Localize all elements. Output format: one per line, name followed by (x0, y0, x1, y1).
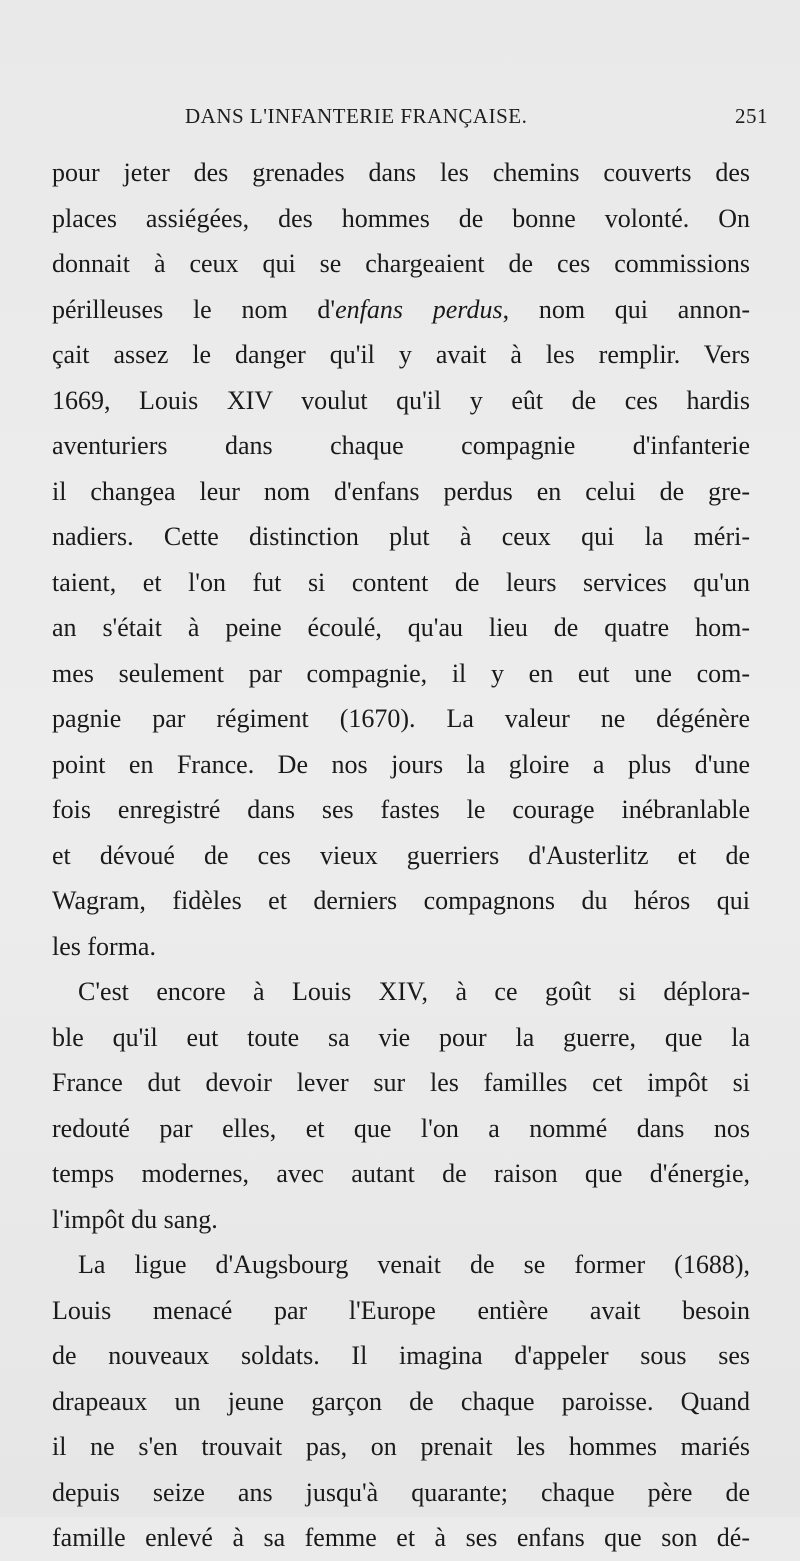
text-line: il changea leur nom d'enfans perdus en celui de gre- (52, 476, 750, 506)
text-line: La ligue d'Augsbourg venait de se former (1688), (78, 1250, 750, 1279)
text-line: 1669, Louis XIV voulut qu'il y eût de ces hardis (52, 385, 750, 415)
text-line: famille enlevé à sa femme et à ses enfans que son dé- (52, 1523, 750, 1552)
text-line: C'est encore à Louis XIV, à ce goût si déplora- (78, 977, 750, 1006)
running-title: DANS L'INFANTERIE FRANÇAISE. (185, 104, 528, 128)
text-line: de nouveaux soldats. Il imagina d'appeler sous ses (52, 1341, 750, 1370)
text-line: donnait à ceux qui se chargeaient de ces commissions (52, 249, 750, 278)
page-header (52, 104, 768, 134)
text-line: il ne s'en trouvait pas, on prenait les hommes mariés (52, 1432, 750, 1461)
text-line: mes seulement par compagnie, il y en eut une com- (52, 658, 750, 688)
text-line: et dévoué de ces vieux guerriers d'Austerlitz et de (52, 840, 750, 870)
text-line: taient, et l'on fut si content de leurs services qu'un (52, 567, 750, 597)
text-line: çait assez le danger qu'il y avait à les remplir. Vers (52, 340, 750, 369)
text-segment: , nom qui annon- (502, 294, 750, 324)
text-line: places assiégées, des hommes de bonne volonté. On (52, 203, 750, 233)
text-segment: périlleuses le nom d' (52, 294, 336, 324)
body-text (52, 150, 750, 1561)
text-line: pour jeter des grenades dans les chemins couverts des (52, 158, 750, 187)
text-line: redouté par elles, et que l'on a nommé dans nos (52, 1113, 750, 1143)
text-line: drapeaux un jeune garçon de chaque paroisse. Quand (52, 1386, 750, 1416)
text-line: ble qu'il eut toute sa vie pour la guerre, que la (52, 1022, 750, 1052)
text-line: an s'était à peine écoulé, qu'au lieu de quatre hom- (52, 613, 750, 642)
text-line: Wagram, fidèles et derniers compagnons du héros qui (52, 886, 750, 915)
text-line: Louis menacé par l'Europe entière avait besoin (52, 1295, 750, 1325)
text-line: temps modernes, avec autant de raison que d'énergie, (52, 1159, 750, 1188)
text-line: aventuriers dans chaque compagnie d'infanterie (52, 431, 750, 460)
text-line (52, 287, 750, 333)
text-line: point en France. De nos jours la gloire a plus d'une (52, 749, 750, 779)
page-number: 251 (735, 104, 768, 128)
text-line: France dut devoir lever sur les familles cet impôt si (52, 1068, 750, 1097)
text-line: les forma. (52, 931, 156, 961)
italic-phrase: enfans perdus (335, 294, 503, 324)
text-line: fois enregistré dans ses fastes le courage inébranlable (52, 795, 750, 824)
text-line: pagnie par régiment (1670). La valeur ne dégénère (52, 704, 750, 733)
text-line: l'impôt du sang. (52, 1204, 218, 1234)
text-line: depuis seize ans jusqu'à quarante; chaque père de (52, 1477, 750, 1507)
text-line: nadiers. Cette distinction plut à ceux qui la méri- (52, 522, 750, 551)
